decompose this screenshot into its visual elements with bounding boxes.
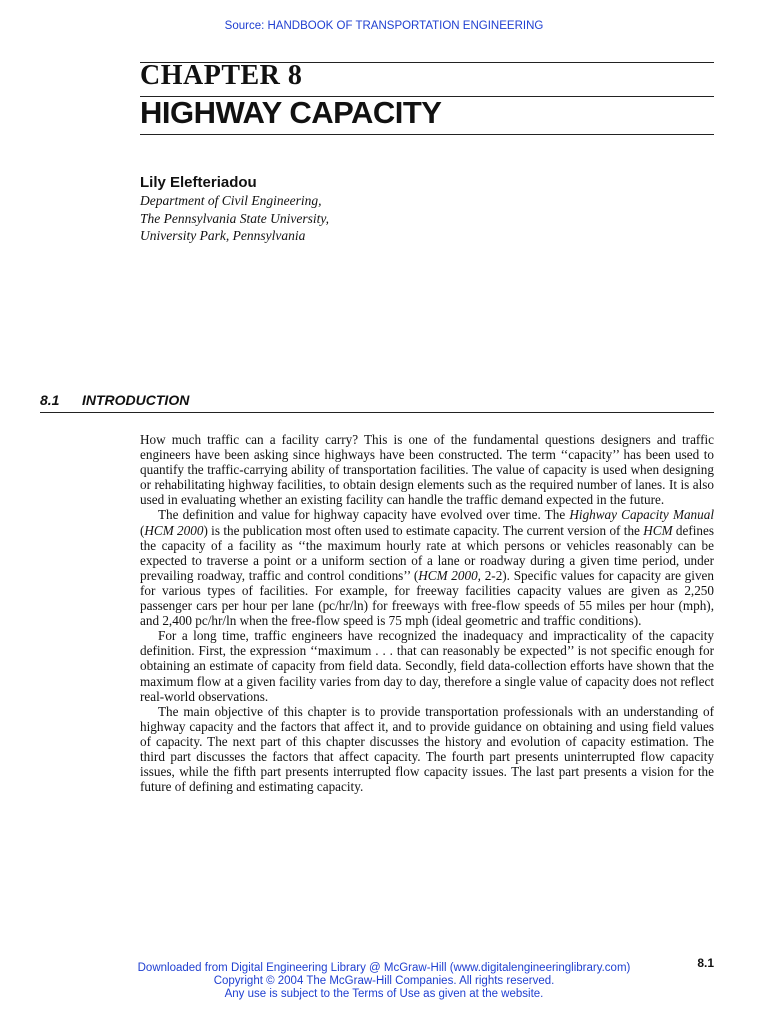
paragraph-1: How much traffic can a facility carry? This is one of the fundamental questions designers and traffic engineers have been asking since highways have been constructed. The term ‘‘capacity’’ has been used to quantify the traffic-carrying ability of transportation facilities. The value of capacity is used when designing or rehabilitating highway facilities, to obtain design elements such as the required number of lanes. It is also used in evaluating whether an existing facility can handle the traffic demand expected in the future.	[140, 432, 714, 508]
footer-terms: Any use is subject to the Terms of Use as given at the website.	[224, 988, 544, 1000]
text-run: 2-2). Specific values for capacity are given for various types of facilities. For example, for freeway facilities capacity values are given as 2,250 passenger cars per hour per lane (pc/hr/ln) for freeways with free-flow speeds of 55 miles per hour (mph), and 2,400 pc/hr/ln when the free-flow speed is 75 mph (ideal geometric and traffic conditions).	[140, 567, 714, 629]
body-text	[140, 432, 714, 794]
paragraph-3: For a long time, traffic engineers have recognized the inadequacy and impracticality of the capacity definition. First, the expression ‘‘maximum . . . that can reasonably be expected’’ is not specific enough for obtaining an estimate of capacity from field data. Secondly, field data-collection efforts have shown that the maximum flow at a given facility varies from day to day, therefore a single value of capacity does not reflect real-world observations.	[140, 628, 714, 704]
chapter-title: HIGHWAY CAPACITY	[140, 95, 442, 130]
chapter-bottom-rule	[140, 134, 714, 135]
text-run: The definition and value for highway capacity have evolved over time. The	[158, 507, 570, 523]
paragraph-4: The main objective of this chapter is to provide transportation professionals with an understanding of highway capacity and the factors that affect it, and to provide guidance on obtaining and using field values of capacity. The next part of this chapter discusses the history and evolution of capacity estimation. The third part discusses the factors that affect capacity. The fourth part presents uninterrupted flow capacity issues, while the fifth part presents interrupted flow capacity issues. The last part presents a vision for the future of defining and estimating capacity.	[140, 703, 714, 795]
section-number: 8.1	[40, 392, 60, 408]
footer-download-link[interactable]: Downloaded from Digital Engineering Library @ McGraw-Hill (www.digitalengineeringlibrary.com)	[137, 962, 631, 974]
section-heading	[40, 392, 189, 408]
italic-run: HCM	[643, 522, 673, 538]
section-title: INTRODUCTION	[82, 392, 190, 408]
footer	[0, 962, 768, 1001]
source-header[interactable]: Source: HANDBOOK OF TRANSPORTATION ENGINEERING	[224, 20, 544, 32]
author-affiliation	[140, 192, 329, 245]
italic-run: HCM 2000,	[418, 567, 481, 583]
footer-copyright: Copyright © 2004 The McGraw-Hill Companies. All rights reserved.	[213, 975, 555, 987]
text-run: ) is the publication most often used to estimate capacity. The current version of the	[203, 522, 644, 538]
affiliation-line: University Park, Pennsylvania	[140, 228, 306, 243]
paragraph-2	[140, 507, 714, 628]
affiliation-line: Department of Civil Engineering,	[140, 193, 322, 208]
section-rule	[40, 412, 714, 413]
chapter-label: CHAPTER 8	[140, 60, 303, 91]
italic-run: HCM 2000	[144, 522, 204, 538]
author-name: Lily Elefteriadou	[140, 174, 257, 191]
affiliation-line: The Pennsylvania State University,	[140, 210, 329, 226]
italic-run: Highway Capacity Manual	[569, 507, 714, 523]
text-run: (	[140, 522, 145, 538]
page-number: 8.1	[697, 956, 714, 970]
text-run: defines the capacity of a facility as ‘‘the maximum hourly rate at which persons or vehicles reasonably can be expected to traverse a point or a uniform section of a lane or roadway during a given time period, under prevailing roadway, traffic and control conditions’’ (	[140, 522, 714, 583]
